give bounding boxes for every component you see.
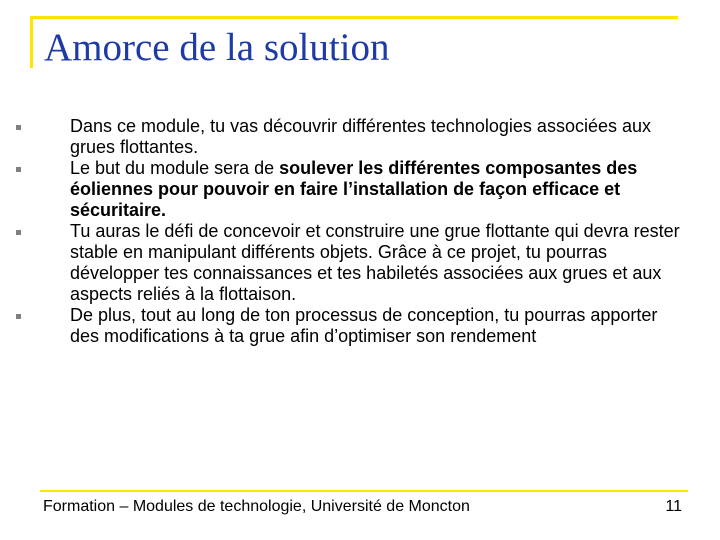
bullet-text: De plus, tout au long de ton processus de conception, tu pourras apporter des modifications à ta grue afin d’optimiser son rendement [70,305,658,346]
footer-text: Formation – Modules de technologie, Université de Moncton [43,498,470,515]
bullet-square-icon [16,230,21,235]
bullet-item [70,221,690,305]
bullet-item [70,158,690,221]
bullet-list [70,116,690,347]
page-number: 11 [665,498,682,515]
bullet-item [70,116,690,158]
slide-title: Amorce de la solution [44,26,390,69]
bullet-square-icon [16,125,21,130]
bullet-square-icon [16,167,21,172]
footer-divider [40,490,688,492]
bullet-text: Le but du module sera de [70,158,280,178]
title-frame-left-line [30,16,33,68]
title-frame-top-line [30,16,678,19]
bullet-item [70,305,690,347]
bullet-text-bold: soulever les différentes composantes des éoliennes pour pouvoir en faire l’installation de façon efficace et sécuritaire. [70,158,638,220]
bullet-text: Tu auras le défi de concevoir et construire une grue flottante qui devra rester stable en manipulant différents objets. Grâce à ce projet, tu pourras développer tes connaissances et tes habiletés associées aux grues et aux aspects reliés à la flottaison. [70,221,680,304]
bullet-square-icon [16,314,21,319]
bullet-text: Dans ce module, tu vas découvrir différentes technologies associées aux grues flottantes. [70,116,651,157]
